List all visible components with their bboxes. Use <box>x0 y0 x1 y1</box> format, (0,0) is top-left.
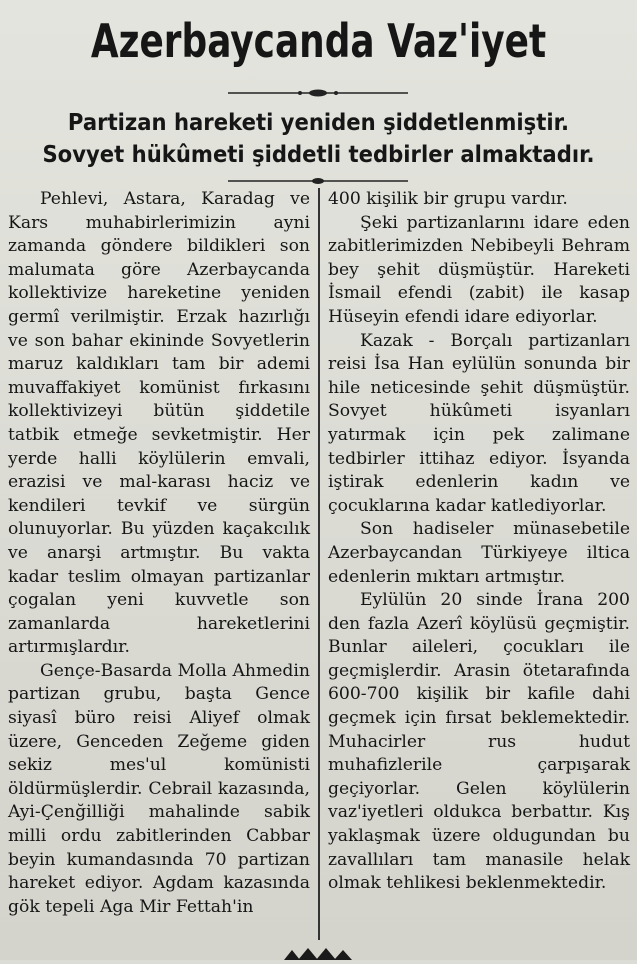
ornament-rule-top <box>228 88 408 98</box>
paragraph: Pehlevi, Astara, Karadag ve Kars muhabirlerimizin ayni zamanda göndere bildikleri son malumata göre Azerbaycanda kollektivize hareketine yeniden germî verilmiştir. Erzak hazırlığı ve son bahar ekininde Sovyetlerin maruz kaldıkları tam bir ademi muvaffakiyet komünist fırkasını kollektivizeyi bütün şiddetile tatbik etmeğe sevketmiştir. Her yerde halli köylülerin emvali, erazisi ve mal-karası haciz ve kendileri tevkif ve sürgün olunuyorlar. Bu yüzden kaçakcılık ve anarşi artmıştır. Bu vakta kadar teslim olmayan partizanlar çogalan yeni kuvvetle son zamanlarda hareketlerini artırmışlardır. <box>8 189 310 658</box>
right-column <box>328 188 630 896</box>
column-divider <box>318 188 320 940</box>
article-subhead-1: Partizan hareketi yeniden şiddetlenmiştir. <box>67 110 570 136</box>
left-column <box>8 188 310 919</box>
article-subhead-2: Sovyet hükûmeti şiddetli tedbirler almaktadır. <box>42 142 595 168</box>
paragraph: Gençe-Basarda Molla Ahmedin partizan grubu, başta Gence siyasî büro reisi Aliyef olmak üzere, Genceden Zeğeme giden sekiz mes'ul komünisti öldürmüşlerdir. Cebrail kazasında, Ayi-Çenğilliği mahalinde sabik milli ordu zabitlerinden Cabbar beyin kumandasında 70 partizan hareket ediyor. Agdam kazasında gök tepeli Aga Mir Fettah'in <box>8 660 310 917</box>
paragraph: 400 kişilik bir grupu vardır. <box>328 189 568 209</box>
paragraph: Eylülün 20 sinde İrana 200 den fazla Azerî köylüsü geçmiştir. Bunlar aileleri, çocukları ile geçmişlerdir. Arasin ötetarafında 600-700 kişilik bir kafile dahi geçmek için fırsat beklemektedir. Muhacirler rus hudut muhafizlerile çarpışarak geçiyorlar. Gelen köylülerin vaz'iyetleri oldukca berbattır. Kış yaklaşmak üzere oldugundan bu zavallıları tam manasile helak olmak tehlikesi beklenmektedir. <box>328 590 630 894</box>
paragraph: Şeki partizanlarını idare eden zabitlerimizden Nebibeyli Behram bey şehit düşmüştür. Hareketi İsmail efendi (zabit) ile kasap Hüseyin efendi idare ediyorlar. <box>328 212 630 327</box>
paragraph: Son hadiseler münasebetile Azerbaycandan Türkiyeye iltica edenlerin mıktarı artmıştır. <box>328 519 630 587</box>
bottom-ornament <box>284 944 352 960</box>
paragraph: Kazak - Borçalı partizanları reisi İsa Han eylülün sonunda bir hile neticesinde şehit düşmüştür. Sovyet hükûmeti isyanları yatırmak için pek zalimane tedbirler ittihaz ediyor. İsyanda iştirak edenlerin kadın ve çocuklarına kadar katlediyorlar. <box>328 330 630 516</box>
ornament-rule-bottom <box>228 176 408 186</box>
article-headline: Azerbaycanda Vaz'iyet <box>90 14 547 68</box>
